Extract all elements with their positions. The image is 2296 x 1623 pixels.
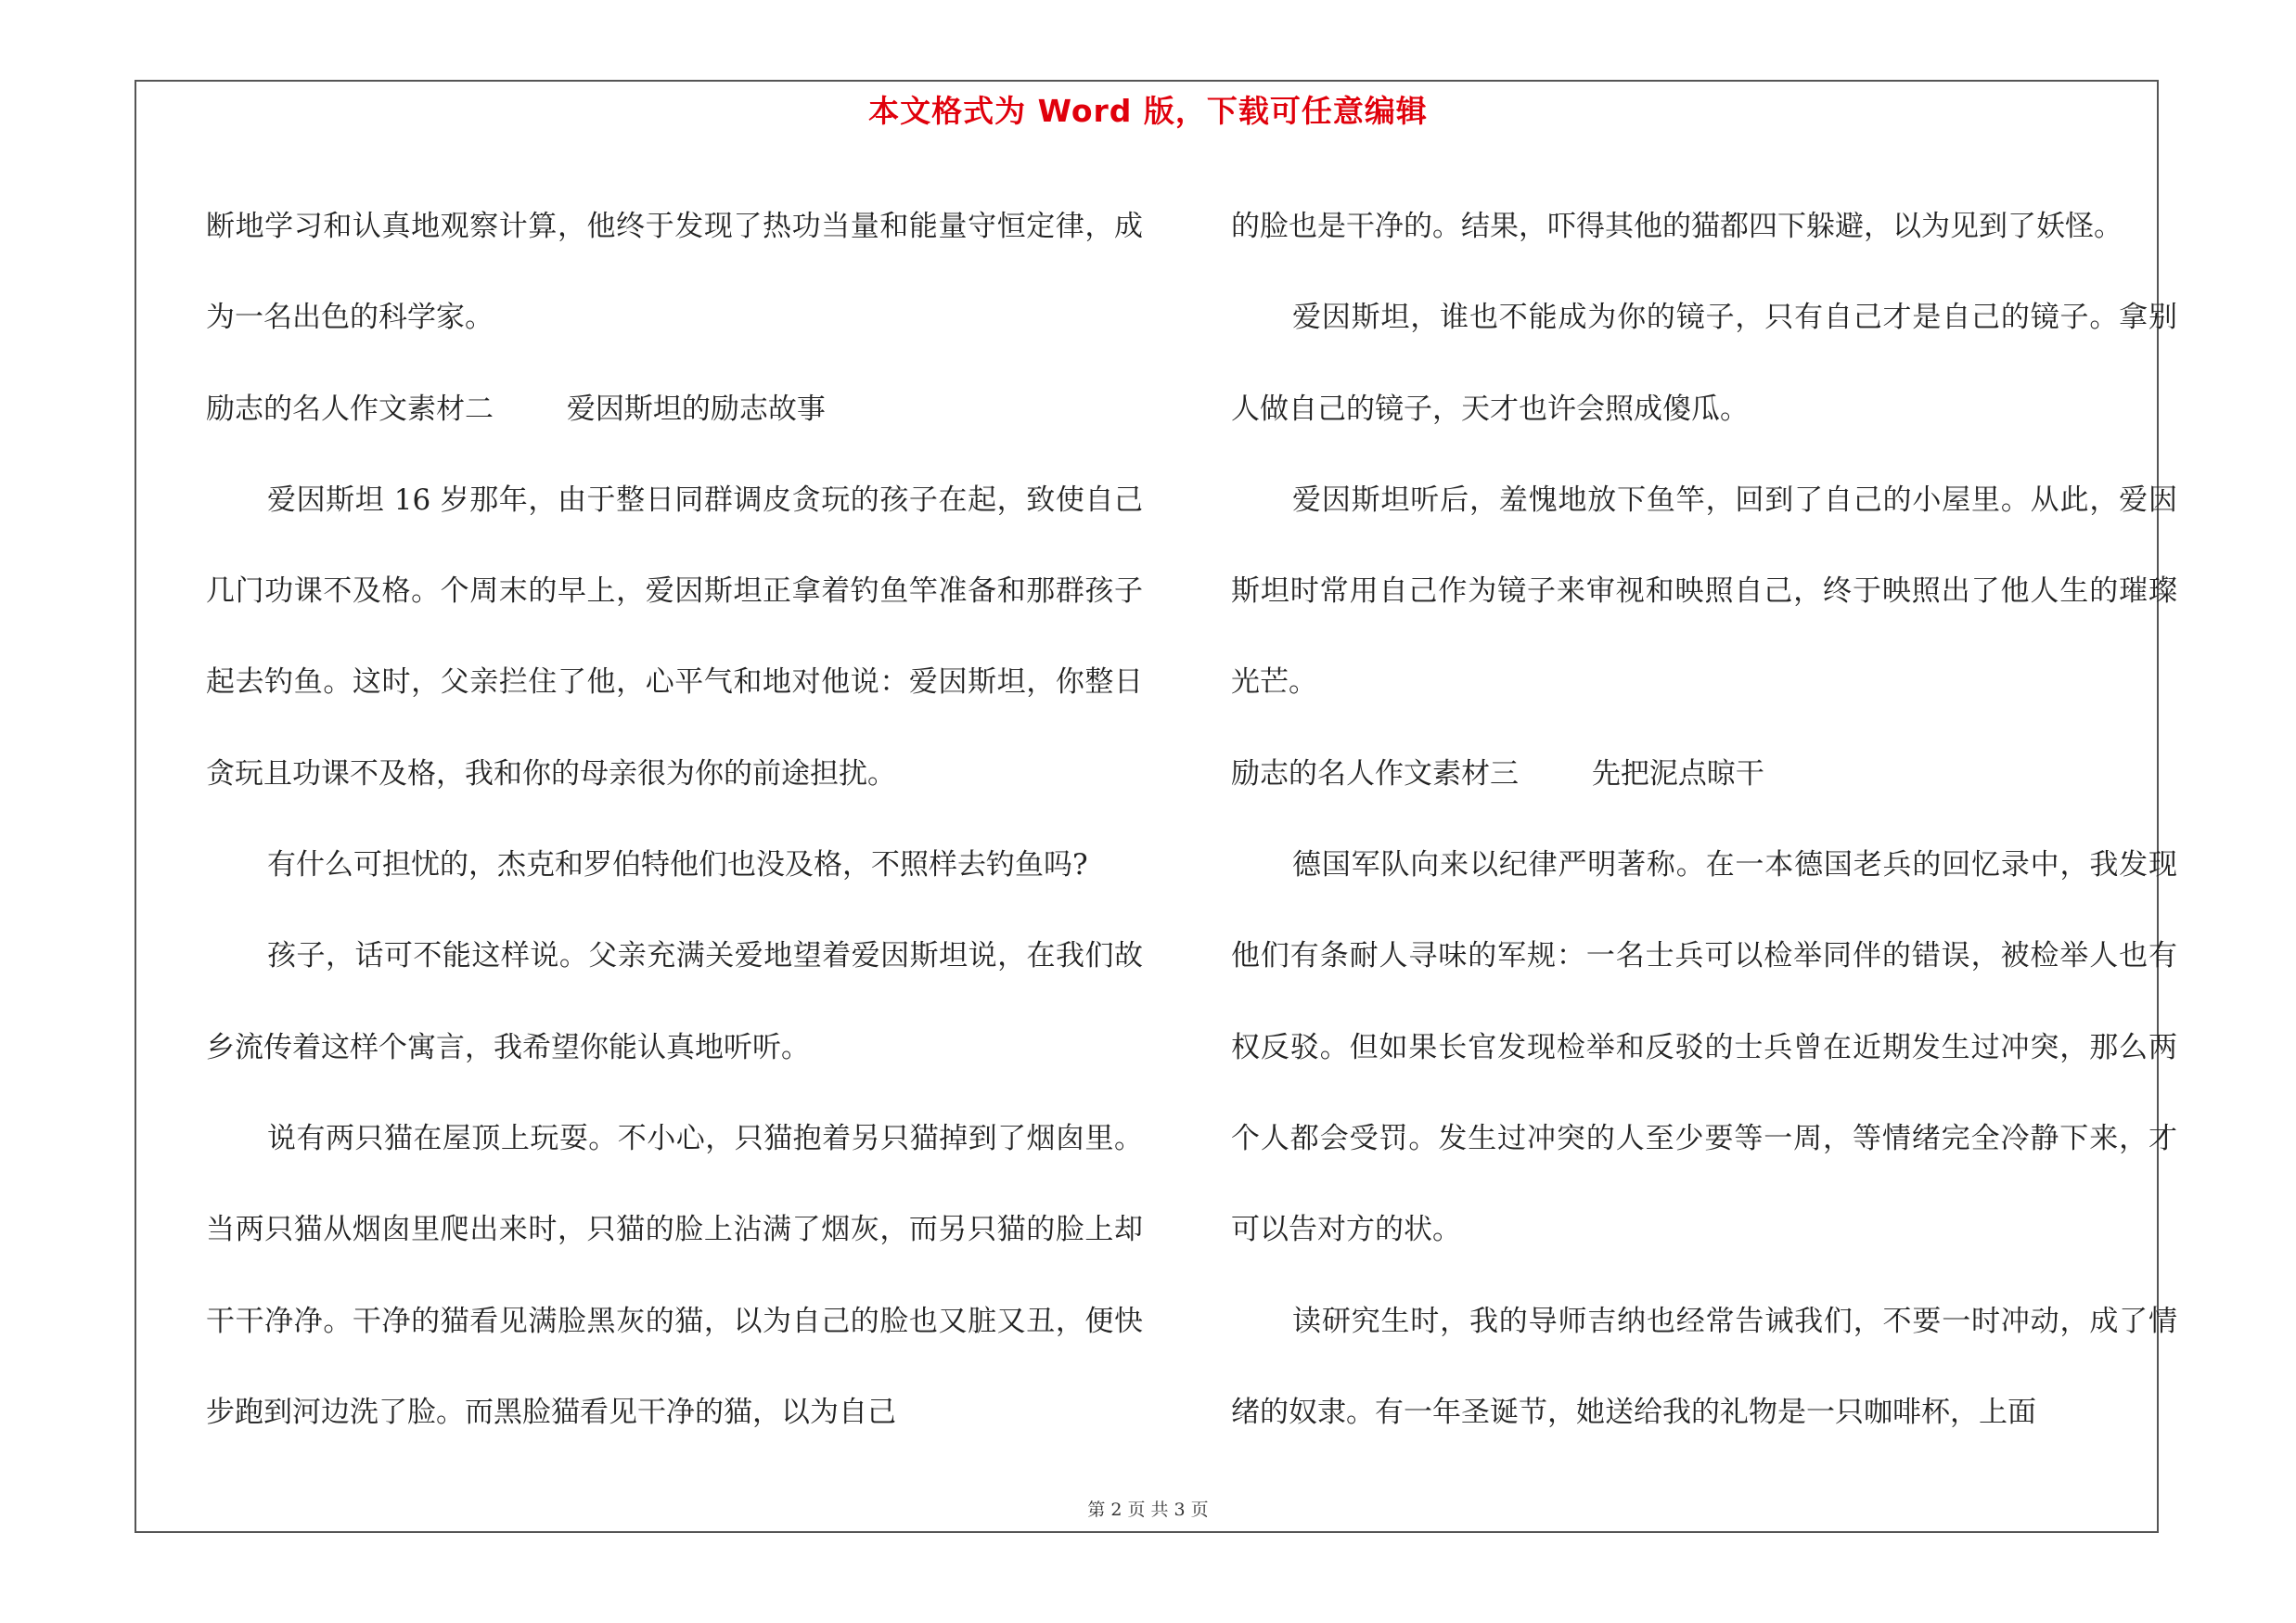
paragraph: 说有两只猫在屋顶上玩耍。不小心，只猫抱着另只猫掉到了烟囱里。当两只猫从烟囱里爬出来时，只猫的脸上沾满了烟灰，而另只猫的脸上却干干净净。干净的猫看见满脸黑灰的猫，以为自己的脸也又脏又丑，便快步跑到河边洗了脸。而黑脸猫看见干净的猫，以为自己: [206, 1121, 1143, 1429]
paragraph: 断地学习和认真地观察计算，他终于发现了热功当量和能量守恒定律，成为一名出色的科学家。: [206, 210, 1143, 335]
paragraph: 读研究生时，我的导师吉纳也经常告诫我们，不要一时冲动，成了情绪的奴隶。有一年圣诞节，她送给我的礼物是一只咖啡杯，上面: [1231, 1304, 2177, 1429]
paragraph: 德国军队向来以纪律严明著称。在一本德国老兵的回忆录中，我发现他们有条耐人寻味的军规：一名士兵可以检举同伴的错误，被检举人也有权反驳。但如果长官发现检举和反驳的士兵曾在近期发生过冲突，那么两个人都会受罚。发生过冲突的人至少要等一周，等情绪完全冷静下来，才可以告对方的状。: [1231, 848, 2177, 1247]
right-column: [1231, 181, 2177, 1458]
left-column: [206, 181, 1143, 1458]
word-format-banner: 本文格式为 Word 版，下载可任意编辑: [868, 93, 1428, 129]
paragraph: 爱因斯坦，谁也不能成为你的镜子，只有自己才是自己的镜子。拿别人做自己的镜子，天才也许会照成傻瓜。: [1231, 301, 2177, 426]
section-heading: 励志的名人作文素材二 爱因斯坦的励志故事: [206, 392, 826, 426]
paragraph: 孩子，话可不能这样说。父亲充满关爱地望着爱因斯坦说，在我们故乡流传着这样个寓言，我希望你能认真地听听。: [206, 939, 1143, 1064]
paragraph: 爱因斯坦听后，羞愧地放下鱼竿，回到了自己的小屋里。从此，爱因斯坦时常用自己作为镜子来审视和映照自己，终于映照出了他人生的璀璨光芒。: [1231, 483, 2177, 700]
section-heading: 励志的名人作文素材三 先把泥点晾干: [1231, 756, 1764, 791]
paragraph: 有什么可担忧的，杰克和罗伯特他们也没及格，不照样去钓鱼吗?: [267, 848, 1088, 882]
paragraph: 爱因斯坦 16 岁那年，由于整日同群调皮贪玩的孩子在起，致使自己几门功课不及格。个周末的早上，爱因斯坦正拿着钓鱼竿准备和那群孩子起去钓鱼。这时，父亲拦住了他，心平气和地对他说：爱因斯坦，你整日贪玩且功课不及格，我和你的母亲很为你的前途担扰。: [206, 483, 1143, 791]
paragraph: 的脸也是干净的。结果，吓得其他的猫都四下躲避，以为见到了妖怪。: [1231, 210, 2123, 243]
page-number-footer: 第 2 页 共 3 页: [1087, 1500, 1209, 1520]
